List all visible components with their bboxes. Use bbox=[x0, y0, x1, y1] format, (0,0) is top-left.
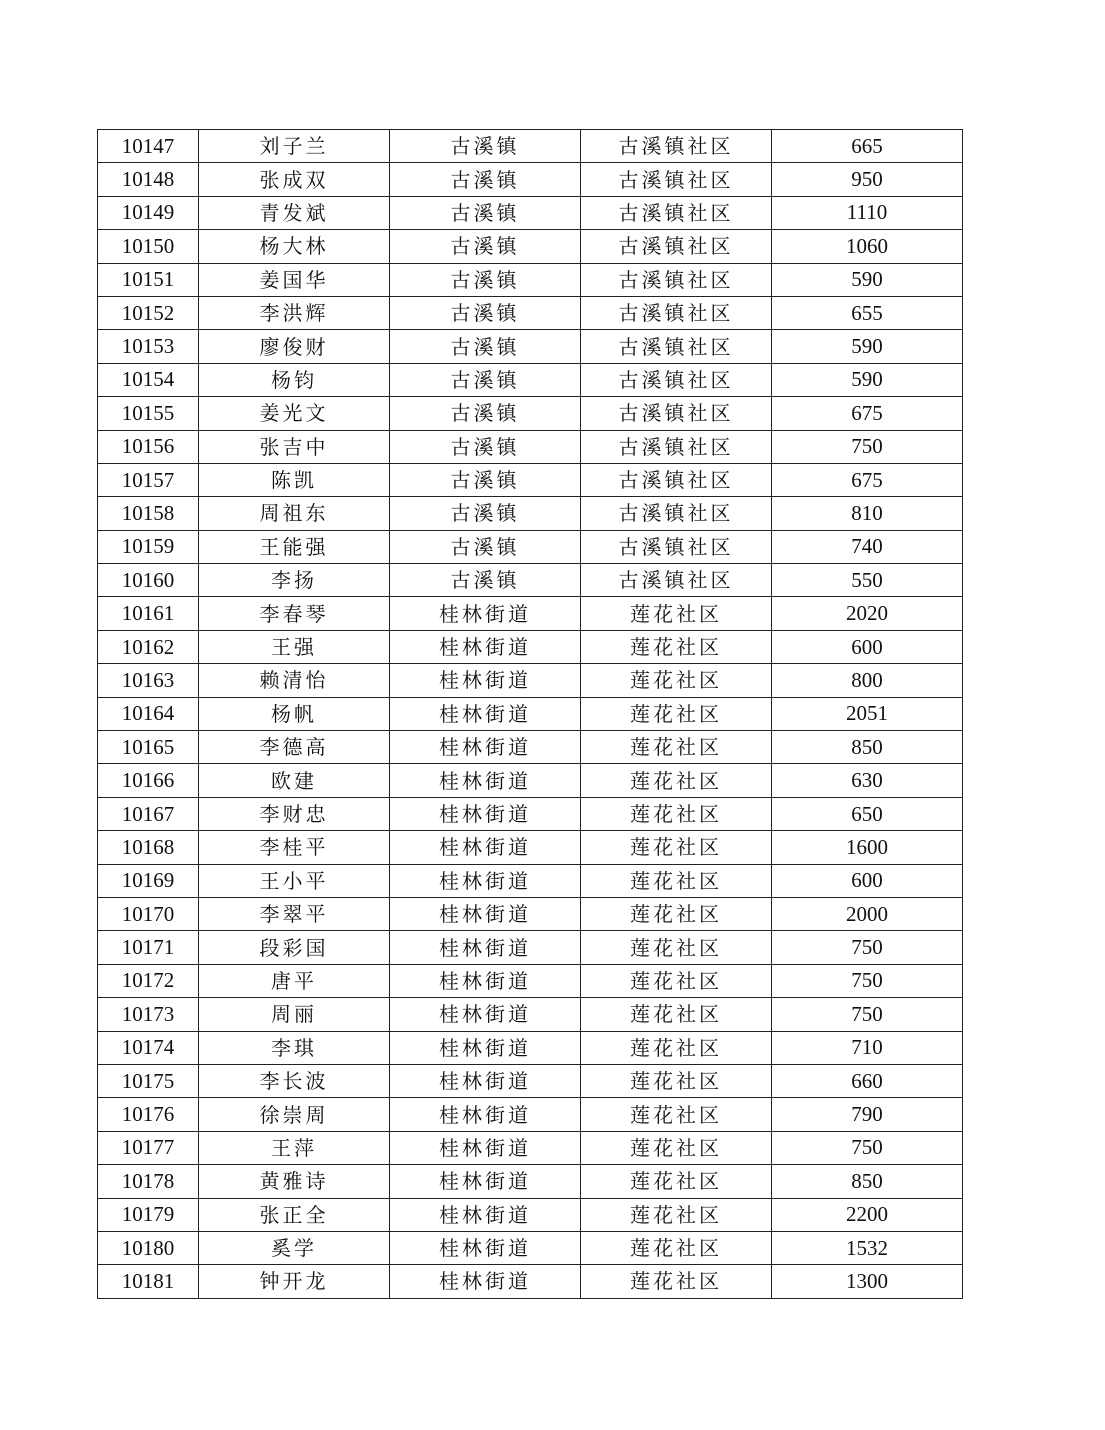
name-cell: 杨帆 bbox=[199, 697, 390, 730]
name-cell: 张成双 bbox=[199, 163, 390, 196]
amount-cell: 2020 bbox=[772, 597, 963, 630]
table-row bbox=[98, 697, 963, 730]
amount-cell: 810 bbox=[772, 497, 963, 530]
amount-cell: 675 bbox=[772, 463, 963, 496]
community-cell: 莲花社区 bbox=[581, 797, 772, 830]
serial-number-cell: 10157 bbox=[98, 463, 199, 496]
town-cell: 古溪镇 bbox=[390, 330, 581, 363]
community-cell: 莲花社区 bbox=[581, 998, 772, 1031]
community-cell: 莲花社区 bbox=[581, 664, 772, 697]
table-row bbox=[98, 296, 963, 329]
community-cell: 古溪镇社区 bbox=[581, 196, 772, 229]
town-cell: 古溪镇 bbox=[390, 263, 581, 296]
serial-number-cell: 10152 bbox=[98, 296, 199, 329]
town-cell: 桂林街道 bbox=[390, 1064, 581, 1097]
town-cell: 古溪镇 bbox=[390, 296, 581, 329]
serial-number-cell: 10175 bbox=[98, 1064, 199, 1097]
amount-cell: 590 bbox=[772, 263, 963, 296]
serial-number-cell: 10173 bbox=[98, 998, 199, 1031]
town-cell: 桂林街道 bbox=[390, 864, 581, 897]
serial-number-cell: 10172 bbox=[98, 964, 199, 997]
amount-cell: 2000 bbox=[772, 897, 963, 930]
town-cell: 古溪镇 bbox=[390, 196, 581, 229]
amount-cell: 790 bbox=[772, 1098, 963, 1131]
town-cell: 桂林街道 bbox=[390, 664, 581, 697]
table-row bbox=[98, 196, 963, 229]
serial-number-cell: 10169 bbox=[98, 864, 199, 897]
table-row bbox=[98, 463, 963, 496]
community-cell: 莲花社区 bbox=[581, 630, 772, 663]
name-cell: 黄雅诗 bbox=[199, 1165, 390, 1198]
amount-cell: 675 bbox=[772, 397, 963, 430]
name-cell: 李扬 bbox=[199, 564, 390, 597]
name-cell: 欧建 bbox=[199, 764, 390, 797]
serial-number-cell: 10156 bbox=[98, 430, 199, 463]
community-cell: 莲花社区 bbox=[581, 1098, 772, 1131]
community-cell: 古溪镇社区 bbox=[581, 430, 772, 463]
amount-cell: 1110 bbox=[772, 196, 963, 229]
serial-number-cell: 10160 bbox=[98, 564, 199, 597]
community-cell: 古溪镇社区 bbox=[581, 163, 772, 196]
amount-cell: 655 bbox=[772, 296, 963, 329]
town-cell: 桂林街道 bbox=[390, 931, 581, 964]
community-cell: 莲花社区 bbox=[581, 1198, 772, 1231]
amount-cell: 750 bbox=[772, 430, 963, 463]
table-row bbox=[98, 864, 963, 897]
table-row bbox=[98, 1231, 963, 1264]
serial-number-cell: 10148 bbox=[98, 163, 199, 196]
name-cell: 李春琴 bbox=[199, 597, 390, 630]
town-cell: 桂林街道 bbox=[390, 964, 581, 997]
amount-cell: 600 bbox=[772, 864, 963, 897]
table-row bbox=[98, 731, 963, 764]
town-cell: 桂林街道 bbox=[390, 831, 581, 864]
table-row bbox=[98, 630, 963, 663]
community-cell: 古溪镇社区 bbox=[581, 263, 772, 296]
community-cell: 莲花社区 bbox=[581, 964, 772, 997]
amount-cell: 650 bbox=[772, 797, 963, 830]
serial-number-cell: 10153 bbox=[98, 330, 199, 363]
amount-cell: 600 bbox=[772, 630, 963, 663]
town-cell: 桂林街道 bbox=[390, 998, 581, 1031]
amount-cell: 550 bbox=[772, 564, 963, 597]
roster-table bbox=[97, 129, 963, 1299]
table-row bbox=[98, 130, 963, 163]
name-cell: 张吉中 bbox=[199, 430, 390, 463]
table-row bbox=[98, 964, 963, 997]
name-cell: 李财忠 bbox=[199, 797, 390, 830]
town-cell: 桂林街道 bbox=[390, 797, 581, 830]
table-row bbox=[98, 263, 963, 296]
serial-number-cell: 10176 bbox=[98, 1098, 199, 1131]
table-row bbox=[98, 1031, 963, 1064]
amount-cell: 740 bbox=[772, 530, 963, 563]
serial-number-cell: 10149 bbox=[98, 196, 199, 229]
name-cell: 唐平 bbox=[199, 964, 390, 997]
town-cell: 古溪镇 bbox=[390, 497, 581, 530]
serial-number-cell: 10177 bbox=[98, 1131, 199, 1164]
serial-number-cell: 10181 bbox=[98, 1265, 199, 1298]
serial-number-cell: 10170 bbox=[98, 897, 199, 930]
amount-cell: 1532 bbox=[772, 1231, 963, 1264]
name-cell: 李桂平 bbox=[199, 831, 390, 864]
table-row bbox=[98, 530, 963, 563]
community-cell: 莲花社区 bbox=[581, 1265, 772, 1298]
town-cell: 桂林街道 bbox=[390, 697, 581, 730]
community-cell: 古溪镇社区 bbox=[581, 230, 772, 263]
town-cell: 桂林街道 bbox=[390, 1198, 581, 1231]
town-cell: 古溪镇 bbox=[390, 530, 581, 563]
amount-cell: 665 bbox=[772, 130, 963, 163]
community-cell: 莲花社区 bbox=[581, 931, 772, 964]
serial-number-cell: 10164 bbox=[98, 697, 199, 730]
table-row bbox=[98, 363, 963, 396]
town-cell: 桂林街道 bbox=[390, 1031, 581, 1064]
town-cell: 桂林街道 bbox=[390, 1098, 581, 1131]
community-cell: 古溪镇社区 bbox=[581, 463, 772, 496]
town-cell: 古溪镇 bbox=[390, 230, 581, 263]
serial-number-cell: 10178 bbox=[98, 1165, 199, 1198]
serial-number-cell: 10166 bbox=[98, 764, 199, 797]
amount-cell: 800 bbox=[772, 664, 963, 697]
community-cell: 莲花社区 bbox=[581, 1165, 772, 1198]
name-cell: 王强 bbox=[199, 630, 390, 663]
community-cell: 莲花社区 bbox=[581, 897, 772, 930]
name-cell: 李长波 bbox=[199, 1064, 390, 1097]
table-row bbox=[98, 797, 963, 830]
community-cell: 莲花社区 bbox=[581, 831, 772, 864]
town-cell: 古溪镇 bbox=[390, 163, 581, 196]
name-cell: 李琪 bbox=[199, 1031, 390, 1064]
name-cell: 徐崇周 bbox=[199, 1098, 390, 1131]
serial-number-cell: 10147 bbox=[98, 130, 199, 163]
town-cell: 桂林街道 bbox=[390, 764, 581, 797]
amount-cell: 850 bbox=[772, 1165, 963, 1198]
community-cell: 莲花社区 bbox=[581, 1064, 772, 1097]
community-cell: 莲花社区 bbox=[581, 1131, 772, 1164]
table-row bbox=[98, 597, 963, 630]
table-row bbox=[98, 664, 963, 697]
amount-cell: 750 bbox=[772, 1131, 963, 1164]
town-cell: 桂林街道 bbox=[390, 1231, 581, 1264]
community-cell: 莲花社区 bbox=[581, 731, 772, 764]
table-row bbox=[98, 1265, 963, 1298]
community-cell: 莲花社区 bbox=[581, 1231, 772, 1264]
serial-number-cell: 10162 bbox=[98, 630, 199, 663]
community-cell: 莲花社区 bbox=[581, 597, 772, 630]
name-cell: 钟开龙 bbox=[199, 1265, 390, 1298]
table-row bbox=[98, 831, 963, 864]
community-cell: 古溪镇社区 bbox=[581, 530, 772, 563]
serial-number-cell: 10165 bbox=[98, 731, 199, 764]
table-row bbox=[98, 1165, 963, 1198]
table-row bbox=[98, 1131, 963, 1164]
table-row bbox=[98, 931, 963, 964]
serial-number-cell: 10174 bbox=[98, 1031, 199, 1064]
serial-number-cell: 10171 bbox=[98, 931, 199, 964]
roster-table-body bbox=[98, 130, 963, 1299]
serial-number-cell: 10168 bbox=[98, 831, 199, 864]
town-cell: 桂林街道 bbox=[390, 897, 581, 930]
community-cell: 古溪镇社区 bbox=[581, 296, 772, 329]
table-row bbox=[98, 230, 963, 263]
name-cell: 杨钧 bbox=[199, 363, 390, 396]
name-cell: 青发斌 bbox=[199, 196, 390, 229]
amount-cell: 750 bbox=[772, 998, 963, 1031]
amount-cell: 630 bbox=[772, 764, 963, 797]
name-cell: 刘子兰 bbox=[199, 130, 390, 163]
community-cell: 莲花社区 bbox=[581, 764, 772, 797]
serial-number-cell: 10167 bbox=[98, 797, 199, 830]
name-cell: 王能强 bbox=[199, 530, 390, 563]
serial-number-cell: 10163 bbox=[98, 664, 199, 697]
town-cell: 桂林街道 bbox=[390, 1165, 581, 1198]
table-row bbox=[98, 1098, 963, 1131]
serial-number-cell: 10154 bbox=[98, 363, 199, 396]
serial-number-cell: 10161 bbox=[98, 597, 199, 630]
serial-number-cell: 10155 bbox=[98, 397, 199, 430]
name-cell: 段彩国 bbox=[199, 931, 390, 964]
name-cell: 姜光文 bbox=[199, 397, 390, 430]
table-row bbox=[98, 430, 963, 463]
serial-number-cell: 10150 bbox=[98, 230, 199, 263]
town-cell: 桂林街道 bbox=[390, 1265, 581, 1298]
amount-cell: 750 bbox=[772, 931, 963, 964]
community-cell: 古溪镇社区 bbox=[581, 130, 772, 163]
table-row bbox=[98, 497, 963, 530]
amount-cell: 750 bbox=[772, 964, 963, 997]
table-row bbox=[98, 564, 963, 597]
name-cell: 李德高 bbox=[199, 731, 390, 764]
town-cell: 古溪镇 bbox=[390, 430, 581, 463]
name-cell: 王萍 bbox=[199, 1131, 390, 1164]
town-cell: 古溪镇 bbox=[390, 363, 581, 396]
community-cell: 古溪镇社区 bbox=[581, 564, 772, 597]
community-cell: 莲花社区 bbox=[581, 697, 772, 730]
table-row bbox=[98, 330, 963, 363]
town-cell: 古溪镇 bbox=[390, 463, 581, 496]
amount-cell: 590 bbox=[772, 330, 963, 363]
name-cell: 赖清怡 bbox=[199, 664, 390, 697]
name-cell: 王小平 bbox=[199, 864, 390, 897]
amount-cell: 1060 bbox=[772, 230, 963, 263]
serial-number-cell: 10151 bbox=[98, 263, 199, 296]
table-row bbox=[98, 764, 963, 797]
amount-cell: 590 bbox=[772, 363, 963, 396]
community-cell: 古溪镇社区 bbox=[581, 330, 772, 363]
amount-cell: 660 bbox=[772, 1064, 963, 1097]
town-cell: 桂林街道 bbox=[390, 731, 581, 764]
table-row bbox=[98, 998, 963, 1031]
community-cell: 莲花社区 bbox=[581, 1031, 772, 1064]
name-cell: 奚学 bbox=[199, 1231, 390, 1264]
name-cell: 李洪辉 bbox=[199, 296, 390, 329]
table-row bbox=[98, 397, 963, 430]
name-cell: 杨大林 bbox=[199, 230, 390, 263]
serial-number-cell: 10179 bbox=[98, 1198, 199, 1231]
table-row bbox=[98, 897, 963, 930]
town-cell: 桂林街道 bbox=[390, 1131, 581, 1164]
amount-cell: 2051 bbox=[772, 697, 963, 730]
community-cell: 古溪镇社区 bbox=[581, 363, 772, 396]
amount-cell: 710 bbox=[772, 1031, 963, 1064]
table-row bbox=[98, 1198, 963, 1231]
serial-number-cell: 10158 bbox=[98, 497, 199, 530]
amount-cell: 1300 bbox=[772, 1265, 963, 1298]
serial-number-cell: 10159 bbox=[98, 530, 199, 563]
table-row bbox=[98, 1064, 963, 1097]
town-cell: 古溪镇 bbox=[390, 130, 581, 163]
table-row bbox=[98, 163, 963, 196]
amount-cell: 1600 bbox=[772, 831, 963, 864]
name-cell: 李翠平 bbox=[199, 897, 390, 930]
town-cell: 桂林街道 bbox=[390, 597, 581, 630]
community-cell: 莲花社区 bbox=[581, 864, 772, 897]
town-cell: 古溪镇 bbox=[390, 397, 581, 430]
name-cell: 廖俊财 bbox=[199, 330, 390, 363]
town-cell: 古溪镇 bbox=[390, 564, 581, 597]
amount-cell: 850 bbox=[772, 731, 963, 764]
town-cell: 桂林街道 bbox=[390, 630, 581, 663]
name-cell: 陈凯 bbox=[199, 463, 390, 496]
name-cell: 姜国华 bbox=[199, 263, 390, 296]
community-cell: 古溪镇社区 bbox=[581, 497, 772, 530]
amount-cell: 950 bbox=[772, 163, 963, 196]
serial-number-cell: 10180 bbox=[98, 1231, 199, 1264]
community-cell: 古溪镇社区 bbox=[581, 397, 772, 430]
name-cell: 周祖东 bbox=[199, 497, 390, 530]
name-cell: 张正全 bbox=[199, 1198, 390, 1231]
name-cell: 周丽 bbox=[199, 998, 390, 1031]
amount-cell: 2200 bbox=[772, 1198, 963, 1231]
